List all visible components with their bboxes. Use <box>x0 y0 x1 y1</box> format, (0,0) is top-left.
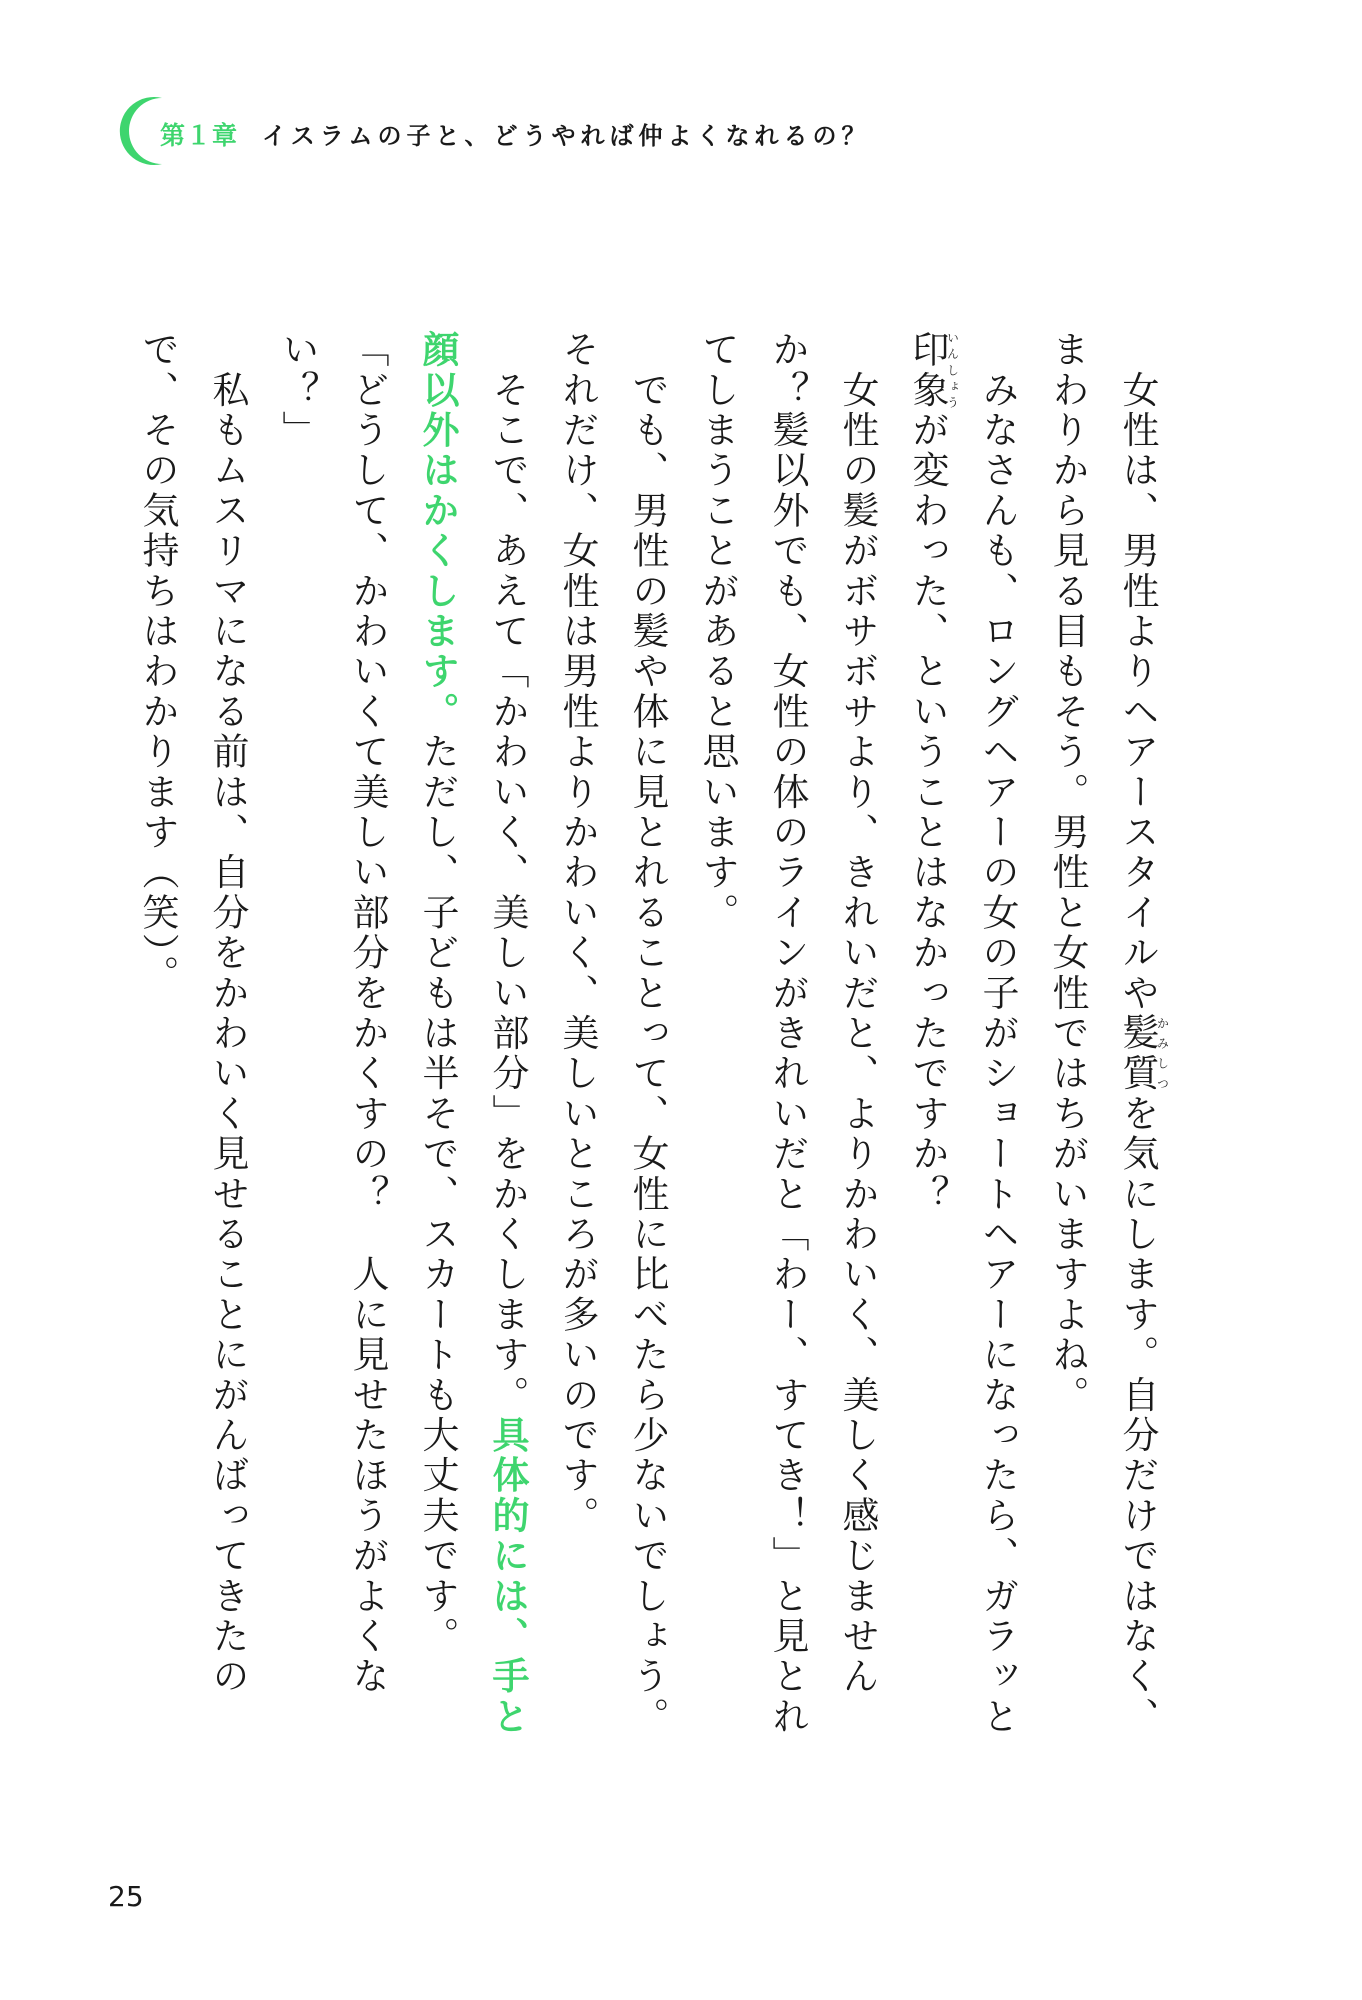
ruby-kamishitsu: 髪質かみしつ <box>1116 1013 1170 1094</box>
chapter-title: イスラムの子と、どうやれば仲よくなれるの？ <box>262 122 871 150</box>
paragraph-7: 私もムスリマになる前は、自分をかわいく見せることにがんばってきたので、その気持ちはわかります（笑）。 <box>136 330 249 1697</box>
paragraph-3: 女性の髪がボサボサより、きれいだと、よりかわいく、美しく感じませんか？髪以外でも、女性の体のラインがきれいだと「わー、すてき！」と見とれてしまうことがあると思います。 <box>696 330 879 1737</box>
paragraph-2: みなさんも、ロングヘアーの女の子がショートヘアーになったら、ガラッと印象いんしょうが変わった、ということはなかったですか？ <box>906 330 1019 1738</box>
ruby-inshou: 印象いんしょう <box>906 330 960 411</box>
body-text <box>132 330 1172 1760</box>
chapter-header <box>112 92 1012 170</box>
paragraph-4: でも、男性の髪や体に見とれることって、女性に比べたら少ないでしょう。それだけ、女性は男性よりかわいく、美しいところが多いのです。 <box>556 330 669 1738</box>
paragraph-6: 「どうして、かわいくて美しい部分をかくすの？ 人に見せたほうがよくない？」 <box>276 330 389 1697</box>
page-number: 25 <box>108 1880 144 1913</box>
paragraph-1: 女性は、男性よりヘアースタイルや髪質かみしつを気にします。自分だけではなく、まわりから見る目もそう。男性と女性ではちがいますよね。 <box>1046 330 1170 1738</box>
chapter-label: 第１章 <box>160 121 239 150</box>
paragraph-5: そこで、あえて「かわいく、美しい部分」をかくします。具体的には、手と顔以外はかくします。ただし、子どもは半そで、スカートも大丈夫です。 <box>416 330 529 1738</box>
highlight-text: 具体的には、手と顔以外はかくします。 <box>416 330 529 1738</box>
